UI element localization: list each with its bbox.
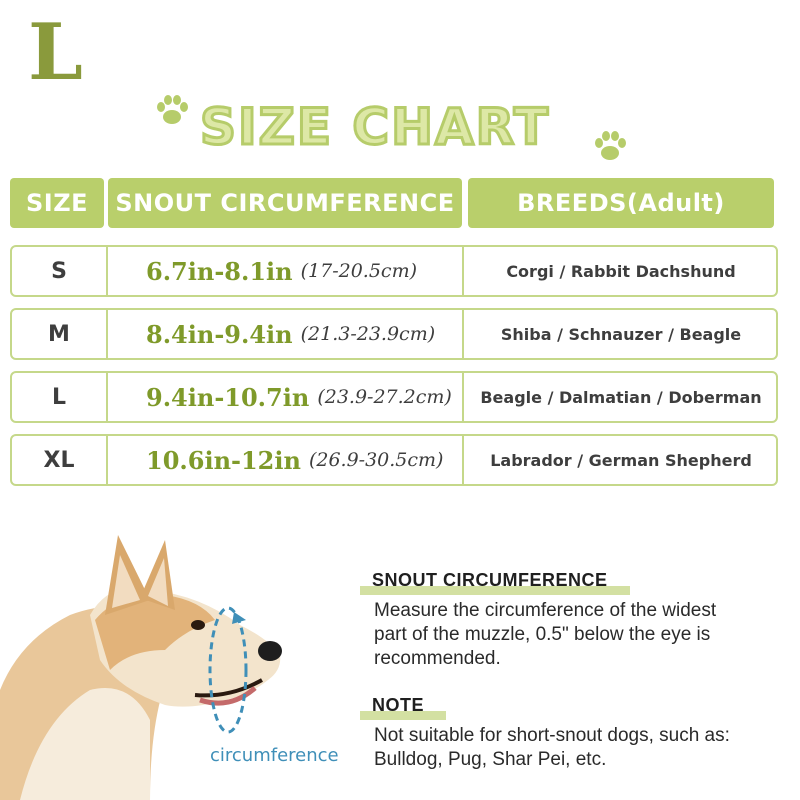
row-breeds: Labrador / German Shepherd xyxy=(490,450,752,470)
row-snout xyxy=(108,247,464,295)
page-title: SIZE CHART xyxy=(200,98,551,156)
row-snout xyxy=(108,373,464,421)
snout-heading: SNOUT CIRCUMFERENCE xyxy=(360,568,620,593)
row-snout xyxy=(108,310,464,358)
row-inches: 8.4in-9.4in xyxy=(146,319,293,349)
row-breeds: Beagle / Dalmatian / Doberman xyxy=(480,387,762,407)
table-row xyxy=(10,308,778,360)
snout-line: part of the muzzle, 0.5" below the eye is xyxy=(374,624,711,645)
note-line: Bulldog, Pug, Shar Pei, etc. xyxy=(374,749,607,770)
table-row xyxy=(10,434,778,486)
note-text xyxy=(374,724,800,772)
snout-line: recommended. xyxy=(374,648,501,669)
row-cm: (26.9-30.5cm) xyxy=(308,449,444,471)
row-size: L xyxy=(12,373,108,421)
size-table xyxy=(10,178,776,475)
row-inches: 9.4in-10.7in xyxy=(146,382,310,412)
size-badge: L xyxy=(28,7,83,98)
header-snout: SNOUT CIRCUMFERENCE xyxy=(108,178,462,228)
table-row xyxy=(10,245,778,297)
note-line: Not suitable for short-snout dogs, such as: xyxy=(374,725,730,746)
title-area xyxy=(150,88,650,168)
row-cm: (21.3-23.9cm) xyxy=(300,323,436,345)
header-size: SIZE xyxy=(10,178,104,228)
row-size: XL xyxy=(12,436,108,484)
paw-icon-left xyxy=(152,90,192,130)
table-header xyxy=(10,178,776,230)
row-inches: 6.7in-8.1in xyxy=(146,256,293,286)
row-breeds: Shiba / Schnauzer / Beagle xyxy=(500,324,742,344)
row-inches: 10.6in-12in xyxy=(146,445,301,475)
row-cm: (17-20.5cm) xyxy=(300,260,417,282)
table-row xyxy=(10,371,778,423)
circumference-label: circumference xyxy=(210,745,339,766)
info-panel xyxy=(360,568,800,772)
row-snout xyxy=(108,436,464,484)
row-cm: (23.9-27.2cm) xyxy=(317,386,452,408)
paw-icon-right xyxy=(590,126,630,166)
snout-text xyxy=(374,599,800,671)
note-heading: NOTE xyxy=(360,693,436,718)
row-size: M xyxy=(12,310,108,358)
row-size: S xyxy=(12,247,108,295)
header-breeds: BREEDS(Adult) xyxy=(468,178,774,228)
snout-line: Measure the circumference of the widest xyxy=(374,600,717,621)
row-breeds: Corgi / Rabbit Dachshund xyxy=(506,261,736,281)
